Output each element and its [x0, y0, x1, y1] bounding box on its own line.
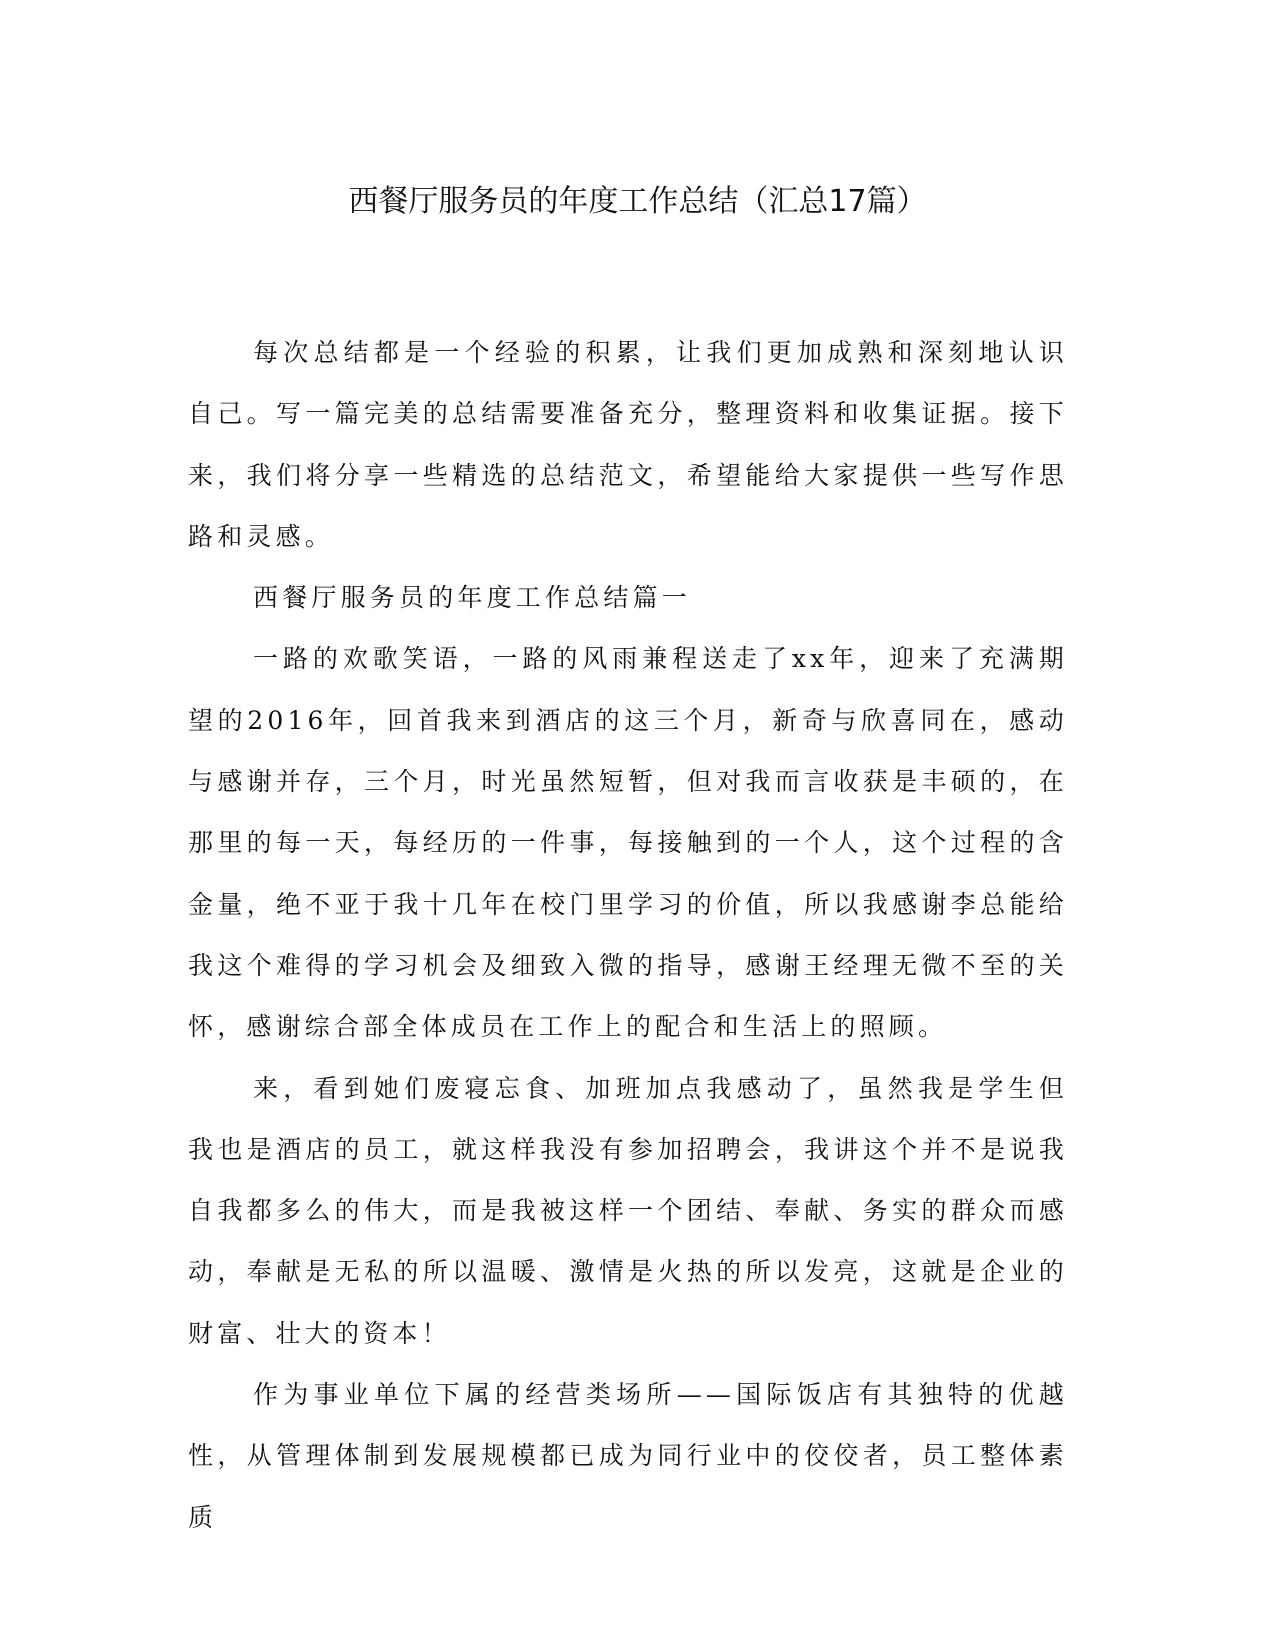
body-paragraph: 作为事业单位下属的经营类场所——国际饭店有其独特的优越性，从管理体制到发展规模都已成为同行业中的佼佼者，员工整体素质 [188, 1380, 1068, 1532]
document-body [188, 322, 1068, 1548]
intro-paragraph: 每次总结都是一个经验的积累，让我们更加成熟和深刻地认识自己。写一篇完美的总结需要准备充分，整理资料和收集证据。接下来，我们将分享一些精选的总结范文，希望能给大家提供一些写作思路和灵感。 [188, 338, 1068, 551]
document-title: 西餐厅服务员的年度工作总结（汇总17篇） [348, 184, 927, 219]
body-paragraph: 一路的欢歌笑语，一路的风雨兼程送走了xx年，迎来了充满期望的2016年，回首我来到酒店的这三个月，新奇与欣喜同在，感动与感谢并存，三个月，时光虽然短暂，但对我而言收获是丰硕的，在那里的每一天，每经历的一件事，每接触到的一个人，这个过程的含金量，绝不亚于我十几年在校门里学习的价值，所以我感谢李总能给我这个难得的学习机会及细致入微的指导，感谢王经理无微不至的关怀，感谢综合部全体成员在工作上的配合和生活上的照顾。 [188, 644, 1068, 1042]
body-paragraph: 来，看到她们废寝忘食、加班加点我感动了，虽然我是学生但我也是酒店的员工，就这样我没有参加招聘会，我讲这个并不是说我自我都多么的伟大，而是我被这样一个团结、奉献、务实的群众而感动，奉献是无私的所以温暖、激情是火热的所以发亮，这就是企业的财富、壮大的资本！ [188, 1073, 1068, 1348]
section-heading: 西餐厅服务员的年度工作总结篇一 [253, 583, 692, 613]
